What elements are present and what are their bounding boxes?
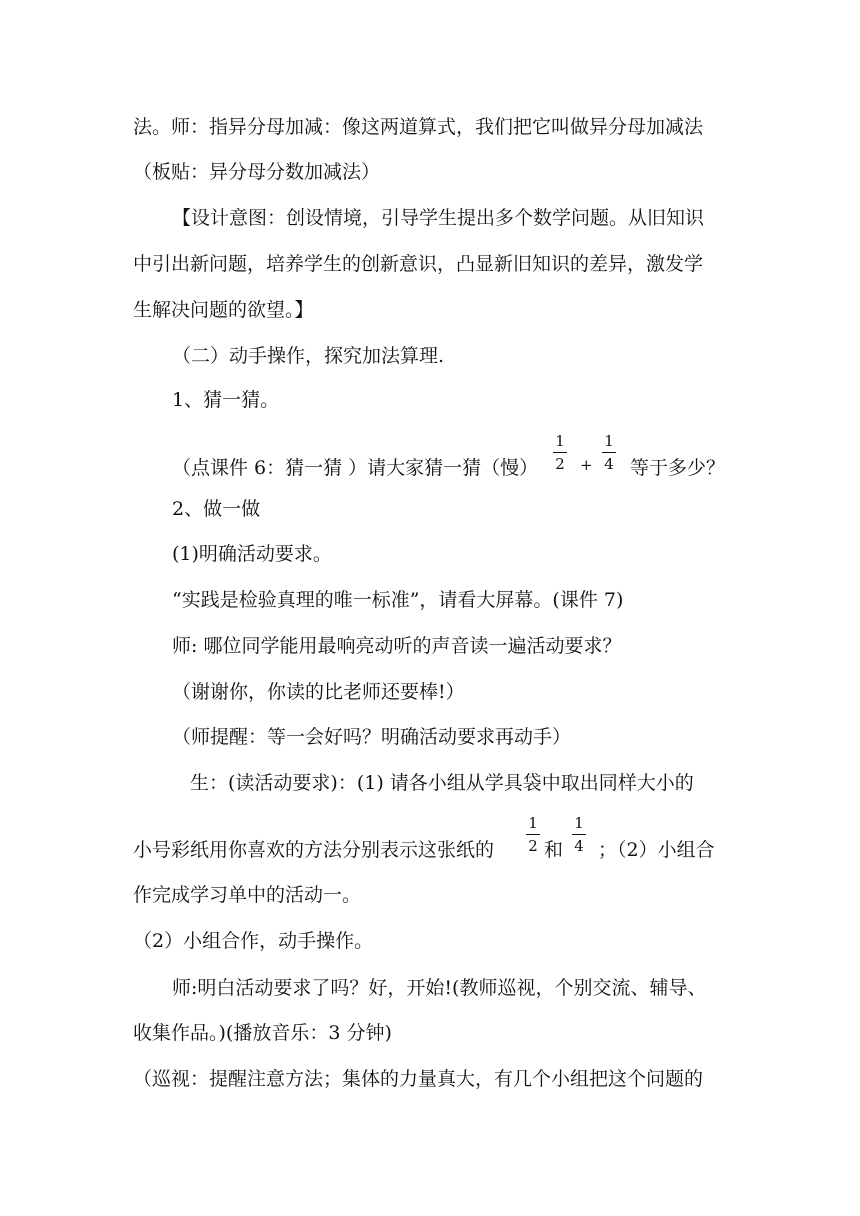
text-line: （巡视：提醒注意方法；集体的力量真大，有几个小组把这个问题的: [133, 1068, 704, 1090]
text-line: 收集作品。)(播放音乐：3 分钟): [133, 1022, 392, 1044]
fraction-bar: [553, 452, 567, 453]
fraction-bar: [526, 834, 540, 835]
section-heading: （二）动手操作，探究加法算理.: [172, 345, 445, 367]
text-line: 和: [544, 839, 564, 861]
text-line: 小号彩纸用你喜欢的方法分别表示这张纸的: [133, 839, 495, 861]
fraction-denominator: 2: [528, 837, 538, 855]
text-line: 中引出新问题，培养学生的创新意识，凸显新旧知识的差异，激发学: [133, 253, 704, 275]
text-line: 师: 哪位同学能用最响亮动听的声音读一遍活动要求？: [172, 635, 622, 657]
text-line: （师提醒：等一会好吗？明确活动要求再动手）: [172, 726, 572, 748]
fraction-bar: [602, 452, 616, 453]
fraction-numerator: 1: [555, 432, 565, 450]
fraction-numerator: 1: [574, 814, 584, 832]
design-intent-paragraph: 【设计意图：创设情境，引导学生提出多个数学问题。从旧知识: [172, 207, 705, 229]
text-line: (1)明确活动要求。: [172, 543, 332, 565]
fraction-denominator: 4: [574, 837, 584, 855]
fraction-denominator: 2: [555, 455, 565, 473]
fraction-one-half: [525, 813, 541, 856]
step-heading: 2、做一做: [172, 498, 261, 520]
step-heading: 1、猜一猜。: [172, 389, 280, 411]
text-line: （点课件 6：猜一猜 ）请大家猜一猜（慢）: [172, 457, 539, 479]
step-heading: （2）小组合作，动手操作。: [133, 930, 374, 952]
fraction-one-quarter: [571, 813, 587, 856]
text-line: 等于多少？: [630, 457, 726, 479]
fraction-numerator: 1: [604, 432, 614, 450]
text-line: 生解决问题的欲望。】: [133, 299, 314, 321]
fraction-one-quarter: [601, 431, 617, 474]
plus-sign: +: [580, 456, 593, 474]
fraction-one-half: [552, 431, 568, 474]
text-line: 法。师：指异分母加减：像这两道算式，我们把它叫做异分母加减法: [133, 116, 704, 138]
fraction-denominator: 4: [604, 455, 614, 473]
text-line: 师:明白活动要求了吗？好，开始!(教师巡视，个别交流、辅导、: [172, 977, 707, 999]
fraction-numerator: 1: [528, 814, 538, 832]
text-line: 生：(读活动要求)：(1) 请各小组从学具袋中取出同样大小的: [190, 772, 694, 794]
text-line: （谢谢你，你读的比老师还要棒!）: [172, 681, 465, 703]
fraction-bar: [572, 834, 586, 835]
text-line: “实践是检验真理的唯一标准”，请看大屏幕。(课件 7): [172, 589, 624, 611]
text-line: ；（2）小组合: [598, 839, 715, 861]
text-line: 作完成学习单中的活动一。: [133, 884, 362, 906]
text-line: （板贴：异分母分数加减法）: [133, 161, 381, 183]
